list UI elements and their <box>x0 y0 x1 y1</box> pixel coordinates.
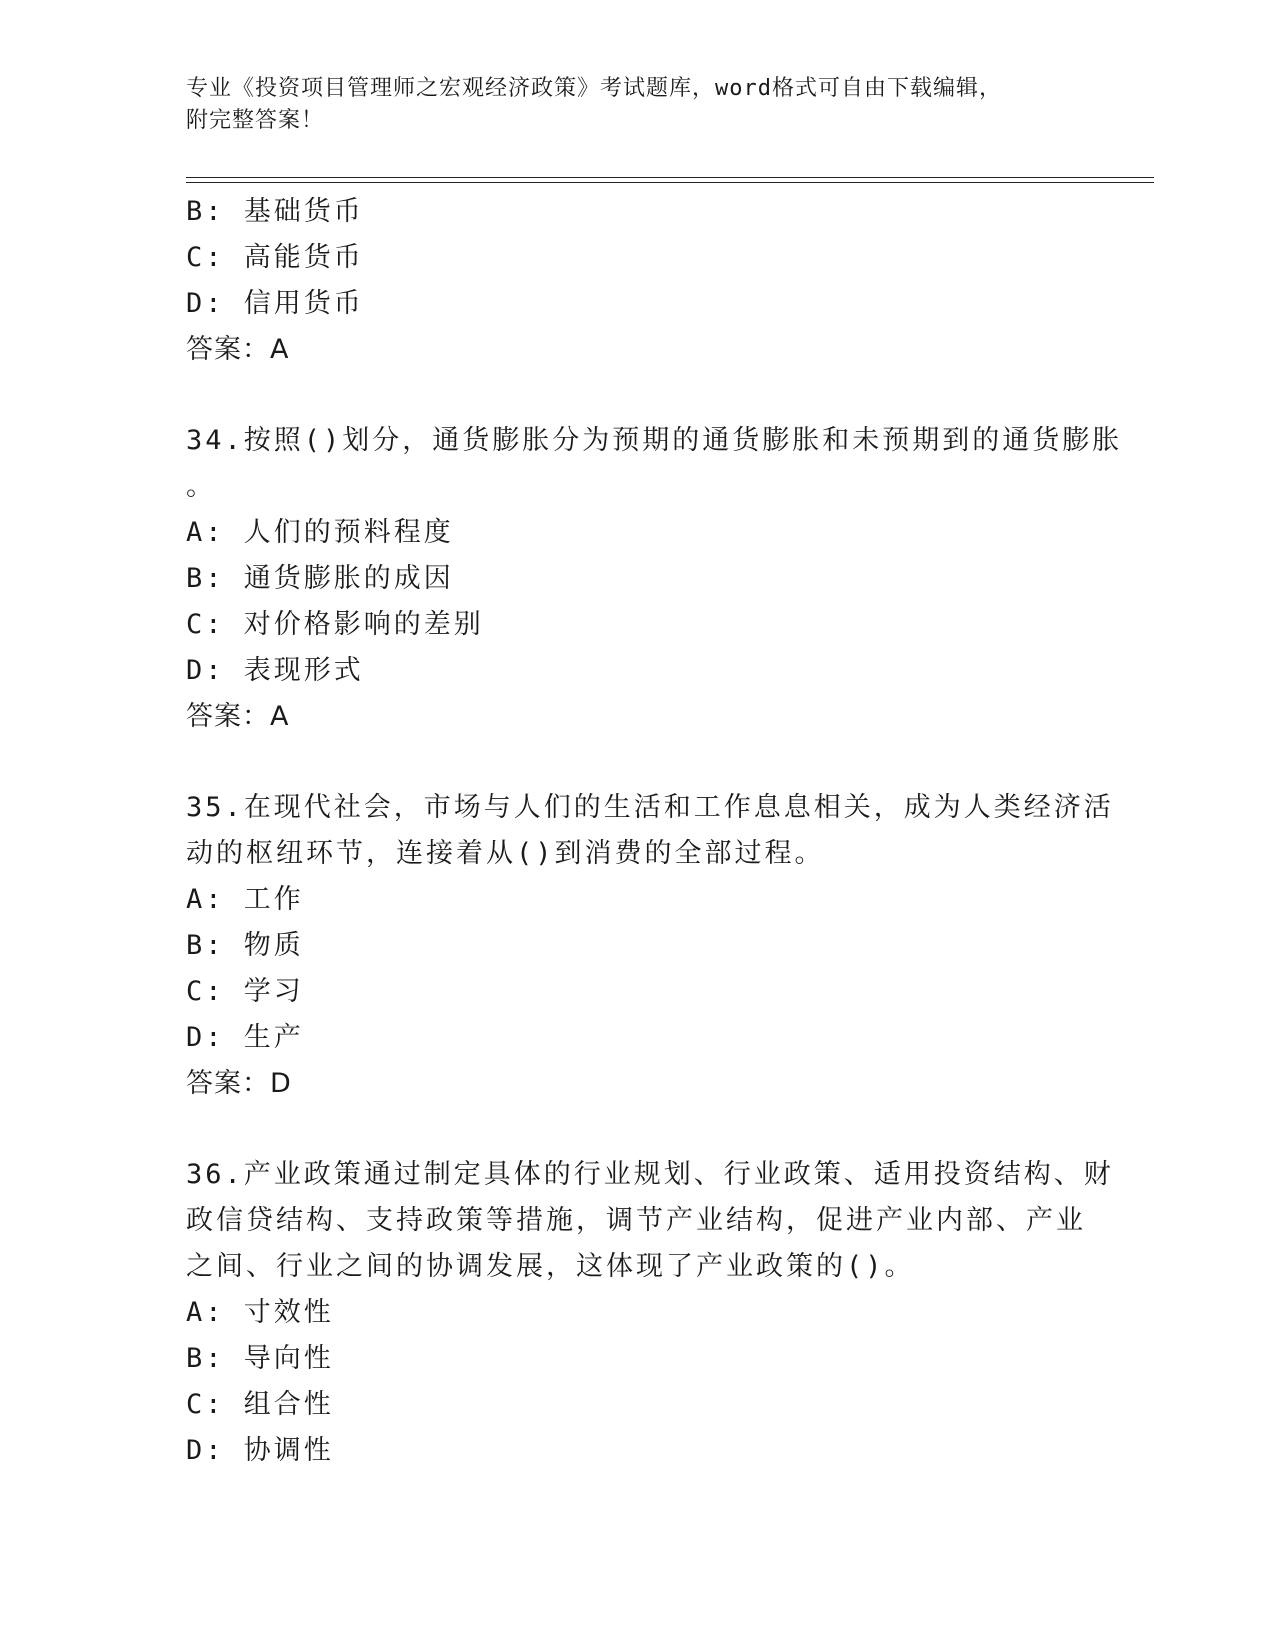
option-a: A: 人们的预料程度 <box>186 517 454 548</box>
question-stem-line: 之间、行业之间的协调发展，这体现了产业政策的()。 <box>186 1251 915 1282</box>
header-line-1: 专业《投资项目管理师之宏观经济政策》考试题库，word格式可自由下载编辑， <box>186 76 1002 101</box>
document-header <box>186 73 1066 137</box>
option-d: D: 信用货币 <box>186 288 364 319</box>
option-b: B: 基础货币 <box>186 196 364 227</box>
option-a: A: 工作 <box>186 884 304 915</box>
spacer <box>186 373 1086 418</box>
header-rule-bottom <box>186 182 1154 183</box>
option-c: C: 学习 <box>186 976 304 1007</box>
option-b: B: 物质 <box>186 930 304 961</box>
option-d: D: 表现形式 <box>186 655 364 686</box>
question-stem-line: 政信贷结构、支持政策等措施，调节产业结构，促进产业内部、产业 <box>186 1205 1086 1236</box>
header-line-2: 附完整答案！ <box>186 108 325 133</box>
option-d: D: 生产 <box>186 1022 304 1053</box>
question-stem-line: 35.在现代社会，市场与人们的生活和工作息息相关，成为人类经济活 <box>186 792 1114 823</box>
option-c: C: 组合性 <box>186 1389 334 1420</box>
document-body <box>186 189 1123 1474</box>
answer: 答案：A <box>186 334 290 365</box>
question-stem-line: 。 <box>186 471 216 502</box>
spacer <box>186 740 1086 785</box>
question-36 <box>186 1152 1114 1474</box>
spacer <box>186 1107 1086 1152</box>
question-33-tail <box>186 189 1086 373</box>
option-a: A: 寸效性 <box>186 1297 334 1328</box>
option-b: B: 通货膨胀的成因 <box>186 563 454 594</box>
answer: 答案：A <box>186 701 290 732</box>
answer: 答案：D <box>186 1068 292 1099</box>
option-b: B: 导向性 <box>186 1343 334 1374</box>
option-c: C: 高能货币 <box>186 242 364 273</box>
question-stem-line: 动的枢纽环节，连接着从()到消费的全部过程。 <box>186 838 825 869</box>
question-stem-line: 36.产业政策通过制定具体的行业规划、行业政策、适用投资结构、财 <box>186 1159 1114 1190</box>
header-rule-top <box>186 177 1154 178</box>
question-35 <box>186 785 1114 1107</box>
option-d: D: 协调性 <box>186 1435 334 1466</box>
question-stem-line: 34.按照()划分，通货膨胀分为预期的通货膨胀和未预期到的通货膨胀 <box>186 425 1123 456</box>
option-c: C: 对价格影响的差别 <box>186 609 484 640</box>
question-34 <box>186 418 1123 740</box>
